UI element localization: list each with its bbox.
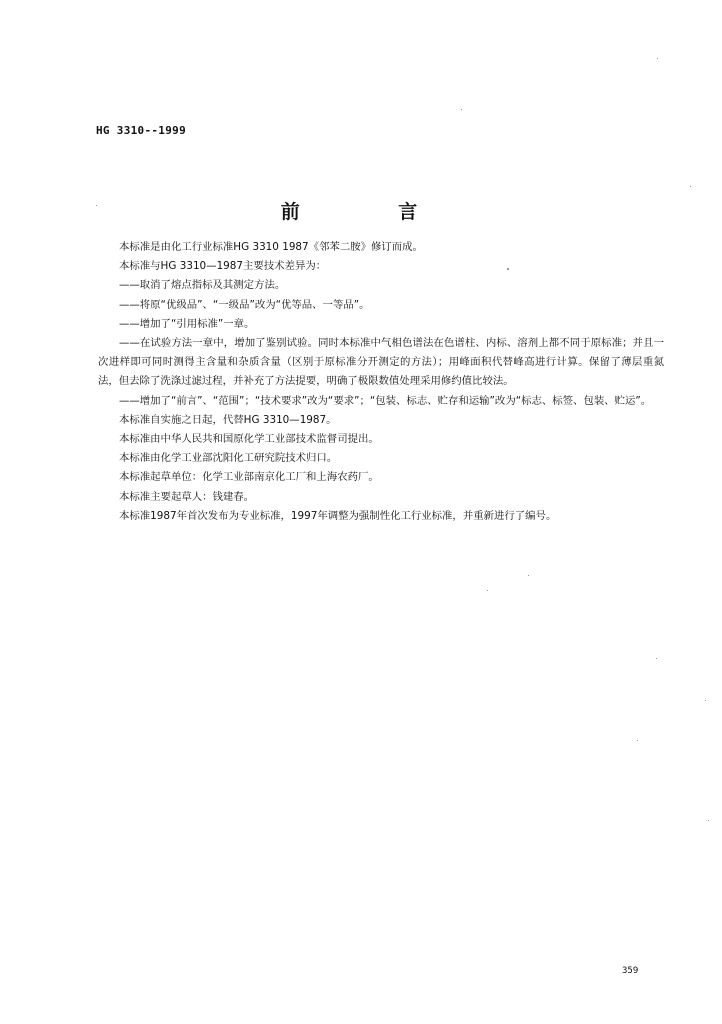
paragraph-drafter: 本标准主要起草人：钱建春。 — [119, 490, 255, 503]
paragraph-difference-grades: ——将原“优级品”、“一级品”改为“优等品、一等品”。 — [119, 298, 370, 311]
paragraph-proposer: 本标准由中华人民共和国原化学工业部技术监督司提出。 — [119, 433, 379, 446]
paragraph-technical-authority: 本标准由化学工业部沈阳化工研究院技术归口。 — [119, 452, 338, 465]
standard-code: HG 3310--1999 — [96, 124, 186, 137]
paragraph-differences-intro: 本标准与HG 3310—1987主要技术差异为： — [119, 260, 327, 273]
paragraph-drafting-units: 本标准起草单位：化学工业部南京化工厂和上海农药厂。 — [119, 471, 379, 484]
paragraph-origin: 本标准是由化工行业标准HG 3310 1987《邻苯二胺》修订而成。 — [119, 241, 423, 253]
paragraph-difference-melting-point: ——取消了熔点指标及其测定方法。 — [119, 279, 286, 292]
page-title: 前 言 — [280, 201, 464, 223]
paragraph-difference-sections: ——增加了“前言”、“范围”；“技术要求”改为“要求”；“包装、标志、贮存和运输”改为“标志、标签、包装、贮运”。 — [119, 394, 652, 407]
scan-speck — [507, 268, 509, 270]
paragraph-difference-references: ——增加了“引用标准”一章。 — [119, 317, 255, 330]
scan-speck — [637, 740, 638, 741]
scan-speck — [705, 700, 706, 701]
paragraph-difference-test-methods: ——在试验方法一章中，增加了鉴别试验。同时本标准中气相色谱法在色谱柱、内标、溶剂上都不同于原标准；并且一次进样即可同时测得主含量和杂质含量（区别于原标准分开测定的方法）；用峰面积代替峰高进行计算。保留了薄层重氮法，但去除了洗涤过滤过程，并补充了方法提要，明确了极限数值处理采用修约值比较法。 — [98, 337, 664, 388]
scan-speck — [461, 109, 462, 110]
scan-speck — [487, 590, 488, 591]
foreword-body — [98, 238, 664, 526]
scan-speck — [528, 575, 529, 576]
scan-speck — [690, 186, 691, 187]
scan-speck — [656, 658, 657, 659]
paragraph-history: 本标准1987年首次发布为专业标准，1997年调整为强制性化工行业标准，并重新进行了编号。 — [119, 509, 557, 522]
paragraph-replacement: 本标准自实施之日起，代替HG 3310—1987。 — [119, 413, 337, 426]
scan-speck — [708, 820, 709, 821]
scan-speck — [657, 58, 658, 59]
scan-speck — [96, 205, 97, 206]
page-number: 359 — [622, 966, 639, 976]
